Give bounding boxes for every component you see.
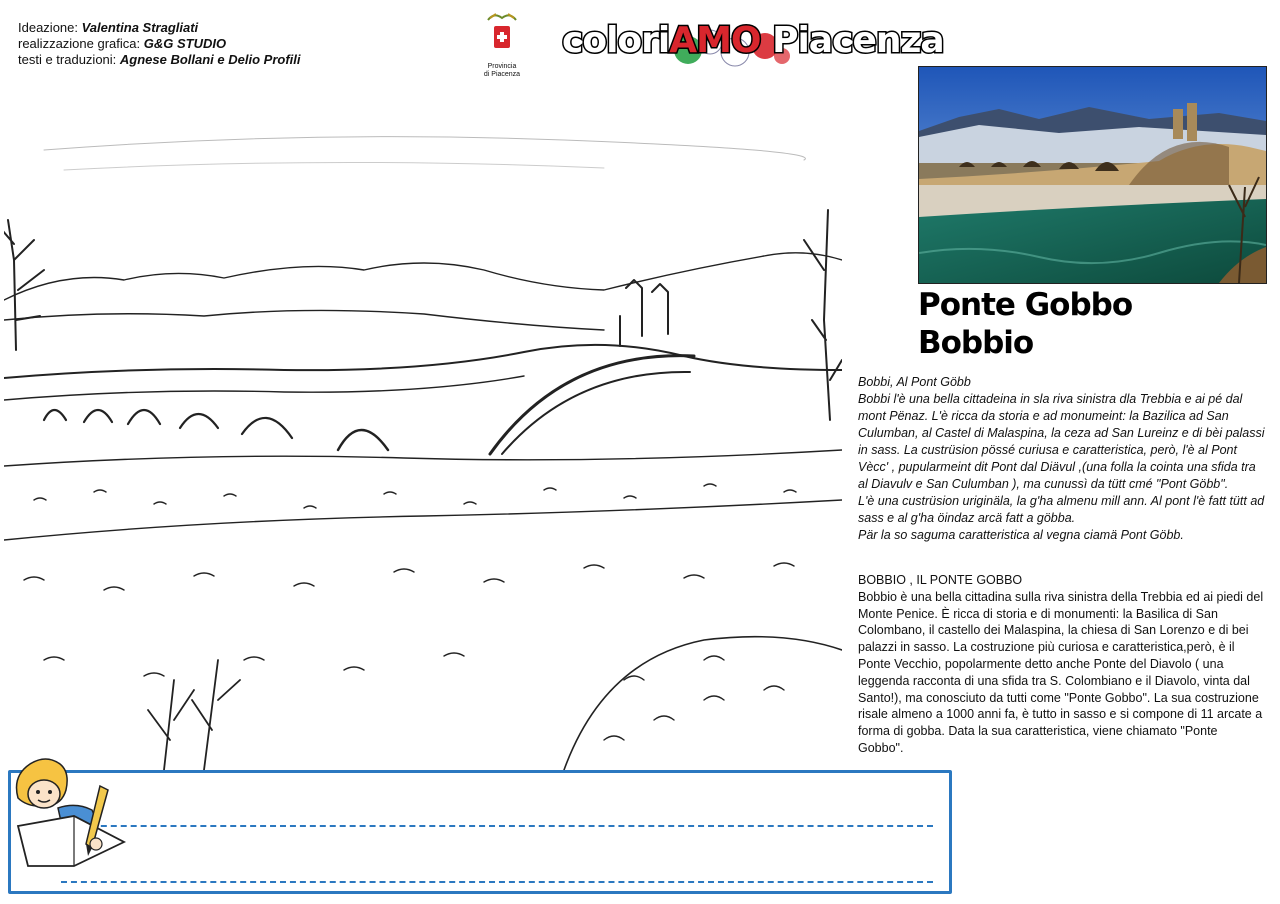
page-title	[918, 286, 1132, 362]
province-logo	[476, 12, 528, 78]
dialect-paragraph-3: Pär la so saguma caratteristica al vegna ciamä Pont Göbb.	[858, 528, 1184, 542]
writing-line-2[interactable]	[61, 881, 933, 883]
italian-text-block	[858, 572, 1266, 757]
credit-ideation: Ideazione: Valentina Stragliati	[18, 20, 199, 35]
logo-piacenza: Piacenza	[760, 20, 944, 61]
credit-graphics: realizzazione grafica: G&G STUDIO	[18, 36, 227, 51]
credits-block	[18, 20, 300, 68]
logo-colori: colori	[562, 20, 670, 61]
italian-title: BOBBIO , IL PONTE GOBBO	[858, 573, 1023, 587]
logo-amo: AMO	[669, 20, 761, 61]
province-caption: Provincia di Piacenza	[483, 63, 521, 78]
coloring-drawing	[4, 120, 842, 770]
svg-text:coloriAMO Piacenza	[562, 20, 944, 61]
title-line-2: Bobbio	[918, 325, 1034, 361]
province-crest-icon	[482, 12, 522, 56]
bridge-photo-image	[919, 67, 1266, 283]
coloriamo-piacenza-logo	[560, 12, 990, 70]
title-line-1: Ponte Gobbo	[918, 287, 1133, 323]
dialect-title: Bobbi, Al Pont Göbb	[858, 375, 971, 389]
credit-texts: testi e traduzioni: Agnese Bollani e Delio Profili	[18, 52, 301, 67]
bridge-photo	[918, 66, 1267, 284]
dialect-paragraph-2: L'è una custrüsion uriginäla, la g'ha almenu mill ann. Al pont l'è fatt tütt ad sass e al g'ha öindaz arcä fatt a göbba.	[858, 494, 1265, 525]
dialect-text-block	[858, 374, 1266, 544]
writing-line-1[interactable]	[61, 825, 933, 827]
writing-kid-icon	[4, 746, 132, 872]
writing-box[interactable]	[8, 770, 952, 894]
italian-paragraph-1: Bobbio è una bella cittadina sulla riva sinistra della Trebbia ed ai piedi del Monte Penice. È ricca di storia e di monumenti: la Basilica di San Colombano, il castello dei Malaspina, la chiesa di San Lorenzo e di bei palazzi in sasso. La costruzione più curiosa e caratteristica,però, è il Ponte Vecchio, popolarmente detto anche Ponte del Diavolo ( una leggenda racconta di una sfida tra S. Colombiano e il Diavolo, vinta dal Santo!), ma conosciuto da tutti come "Ponte Gobbo". La sua costruzione risale almeno a 1000 anni fa, è tutto in sasso e si compone di 11 arcate a forma di gobba. Data la sua caratteristica, viene chiamato "Ponte Gobbo".	[858, 589, 1264, 755]
dialect-paragraph-1: Bobbi l'è una bella cittadeina in sla riva sinistra dla Trebbia e ai pé dal mont Pënaz. L'è ricca da storia e ad monumeint: la Bazilica ad San Culumban, al Castel di Malaspina, la ceza ad San Lureinz e di bèi palassi in sass. La custrüsion pössé curiusa e caratteristica, però, l'è al Pont Vècc' , pupularmeint dit Pont dal Diävul ,(una folla la cointa una sfida tra al Diavulv e San Culumban ), ma cunussì da tütt cmé "Pont Göbb".	[858, 392, 1265, 491]
